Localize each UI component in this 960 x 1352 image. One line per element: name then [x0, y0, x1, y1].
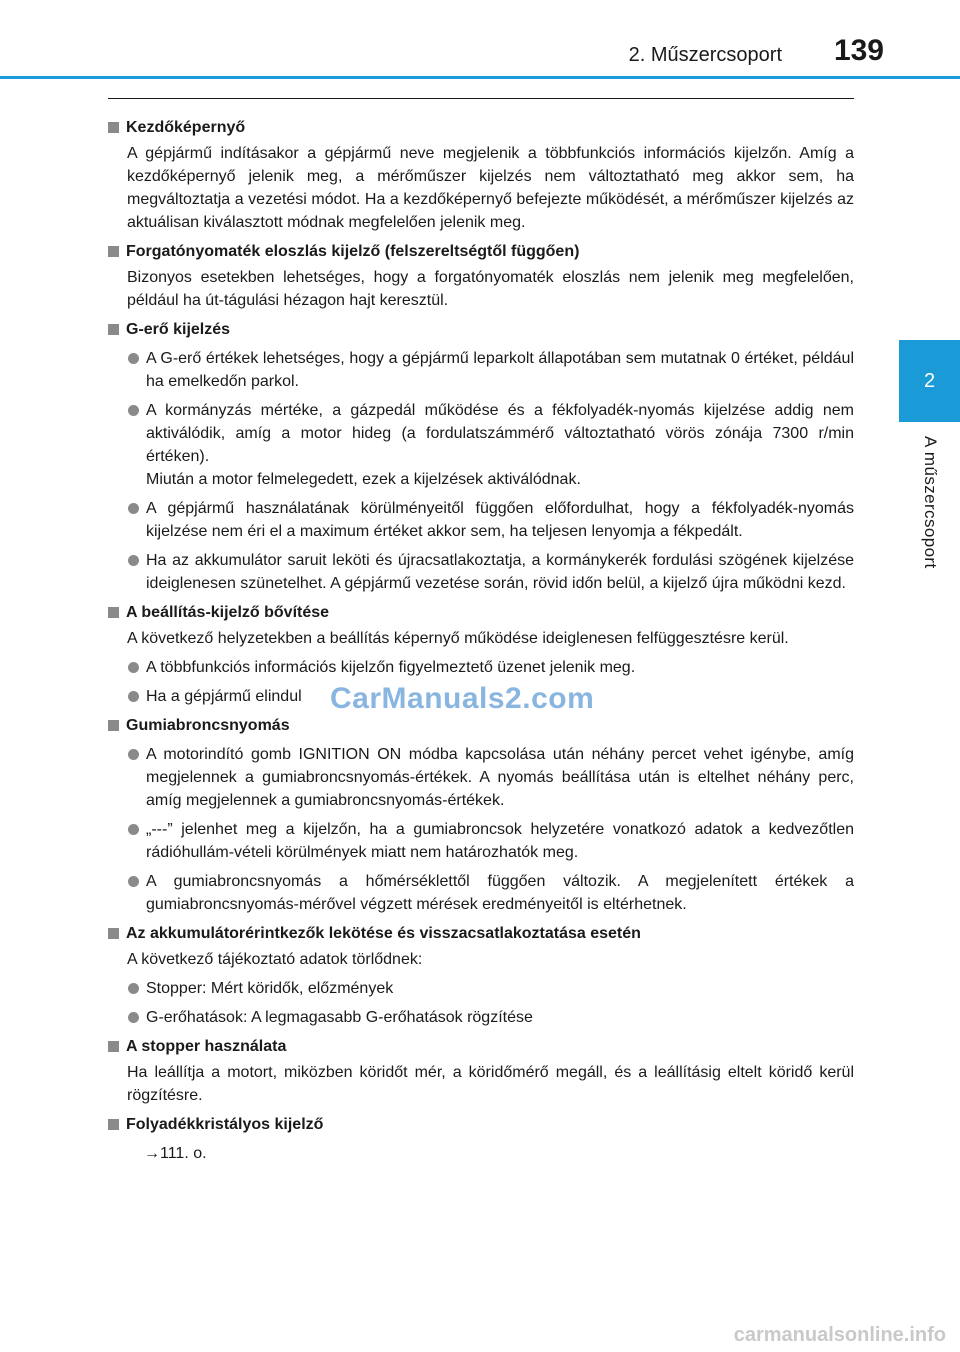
chapter-tab-label: A műszercsoport [921, 436, 940, 569]
circle-bullet-icon [128, 353, 139, 364]
list-item: „---” jelenhet meg a kijelzőn, ha a gumiabroncsok helyzetére vonatkozó adatok a kedvezőtlen rádióhullám-vételi körülmények miatt nem határozhatók meg. [127, 818, 854, 864]
section-heading: Forgatónyomaték eloszlás kijelző (felszereltségtől függően) [108, 240, 854, 263]
list-item: Ha az akkumulátor saruit leköti és újracsatlakoztatja, a kormánykerék fordulási szögének kijelzése ideiglenesen szünetelhet. A gépjármű vezetése során, rövid időn belül, a kijelző újra működni kezd. [127, 549, 854, 595]
chapter-tab[interactable]: 2 [899, 340, 960, 422]
circle-bullet-icon [128, 824, 139, 835]
header-rule [0, 76, 960, 79]
square-bullet-icon [108, 1041, 119, 1052]
list-item: A gumiabroncsnyomás a hőmérséklettől függően változik. A megjelenített értékek a gumiabroncsnyomás-mérővel végzett mérések eredményeitől is eltérhetnek. [127, 870, 854, 916]
section-paragraph: Ha leállítja a motort, miközben köridőt mér, a köridőmérő megáll, és a leállításig eltelt köridő kerül rögzítésre. [127, 1064, 854, 1104]
section-paragraph: A következő tájékoztató adatok törlődnek: [127, 951, 423, 968]
circle-bullet-icon [128, 662, 139, 673]
circle-bullet-icon [128, 691, 139, 702]
page-reference-link[interactable]: →111. o. [144, 1145, 207, 1162]
section-heading: Folyadékkristályos kijelző [108, 1113, 854, 1136]
circle-bullet-icon [128, 555, 139, 566]
list-item: G-erőhatások: A legmagasabb G-erőhatások rögzítése [127, 1006, 854, 1029]
list-item: A kormányzás mértéke, a gázpedál működése és a fékfolyadék-nyomás kijelzése addig nem aktiválódik, amíg a motor hideg (a fordulatszámmérő változtatható vörös zónája 7300 r/min értéken). Miután a motor felmelegedett, ezek a kijelzések aktiválódnak. [127, 399, 854, 491]
circle-bullet-icon [128, 983, 139, 994]
square-bullet-icon [108, 720, 119, 731]
footer-watermark: carmanualsonline.info [733, 1324, 946, 1346]
section-heading: Az akkumulátorérintkezők lekötése és visszacsatlakoztatása esetén [108, 922, 854, 945]
section-paragraph: Bizonyos esetekben lehetséges, hogy a forgatónyomaték eloszlás nem jelenik meg megfelelően, például ha út-tágulási hézagon hajt keresztül. [127, 269, 854, 309]
content-rule [108, 98, 854, 99]
list-item: Ha a gépjármű elindul [127, 685, 854, 708]
chapter-title: 2. Műszercsoport [628, 44, 782, 66]
circle-bullet-icon [128, 405, 139, 416]
page-number: 139 [833, 34, 884, 67]
circle-bullet-icon [128, 1012, 139, 1023]
section-paragraph: A gépjármű indításakor a gépjármű neve megjelenik a többfunkciós információs kijelzőn. Amíg a kezdőképernyő jelenik meg, a mérőműszer kijelzés nem változtatható meg akkor sem, ha megváltoztatja a vezetési módot. Ha a kezdőképernyő befejezte működését, a mérőműszer kijelzés az aktuálisan kiválasztott módnak megfelelően jelenik meg. [127, 145, 854, 231]
square-bullet-icon [108, 607, 119, 618]
section-heading: Gumiabroncsnyomás [108, 714, 854, 737]
circle-bullet-icon [128, 876, 139, 887]
square-bullet-icon [108, 122, 119, 133]
list-item: A motorindító gomb IGNITION ON módba kapcsolása után néhány percet vehet igénybe, amíg megjelennek a gumiabroncsnyomás-értékek. A nyomás beállítása után is eltelhet néhány perc, amíg megjelennek a gumiabroncsnyomás-értékek. [127, 743, 854, 812]
section-heading: A stopper használata [108, 1035, 854, 1058]
square-bullet-icon [108, 1119, 119, 1130]
page-content [108, 110, 854, 1165]
square-bullet-icon [108, 246, 119, 257]
square-bullet-icon [108, 928, 119, 939]
list-item: A többfunkciós információs kijelzőn figyelmeztető üzenet jelenik meg. [127, 656, 854, 679]
list-item: Stopper: Mért köridők, előzmények [127, 977, 854, 1000]
square-bullet-icon [108, 324, 119, 335]
section-heading: G-erő kijelzés [108, 318, 854, 341]
list-item: A gépjármű használatának körülményeitől függően előfordulhat, hogy a fékfolyadék-nyomás kijelzése nem éri el a maximum értéket akkor sem, ha teljesen lenyomja a fékpedált. [127, 497, 854, 543]
circle-bullet-icon [128, 749, 139, 760]
section-paragraph: A következő helyzetekben a beállítás képernyő működése ideiglenesen felfüggesztésre kerül. [127, 630, 789, 647]
watermark-logo: CarManuals2.com [330, 682, 595, 715]
list-item: A G-erő értékek lehetséges, hogy a gépjármű leparkolt állapotában sem mutatnak 0 értéket, például ha emelkedőn parkol. [127, 347, 854, 393]
circle-bullet-icon [128, 503, 139, 514]
section-heading: Kezdőképernyő [108, 116, 854, 139]
section-heading: A beállítás-kijelző bővítése [108, 601, 854, 624]
